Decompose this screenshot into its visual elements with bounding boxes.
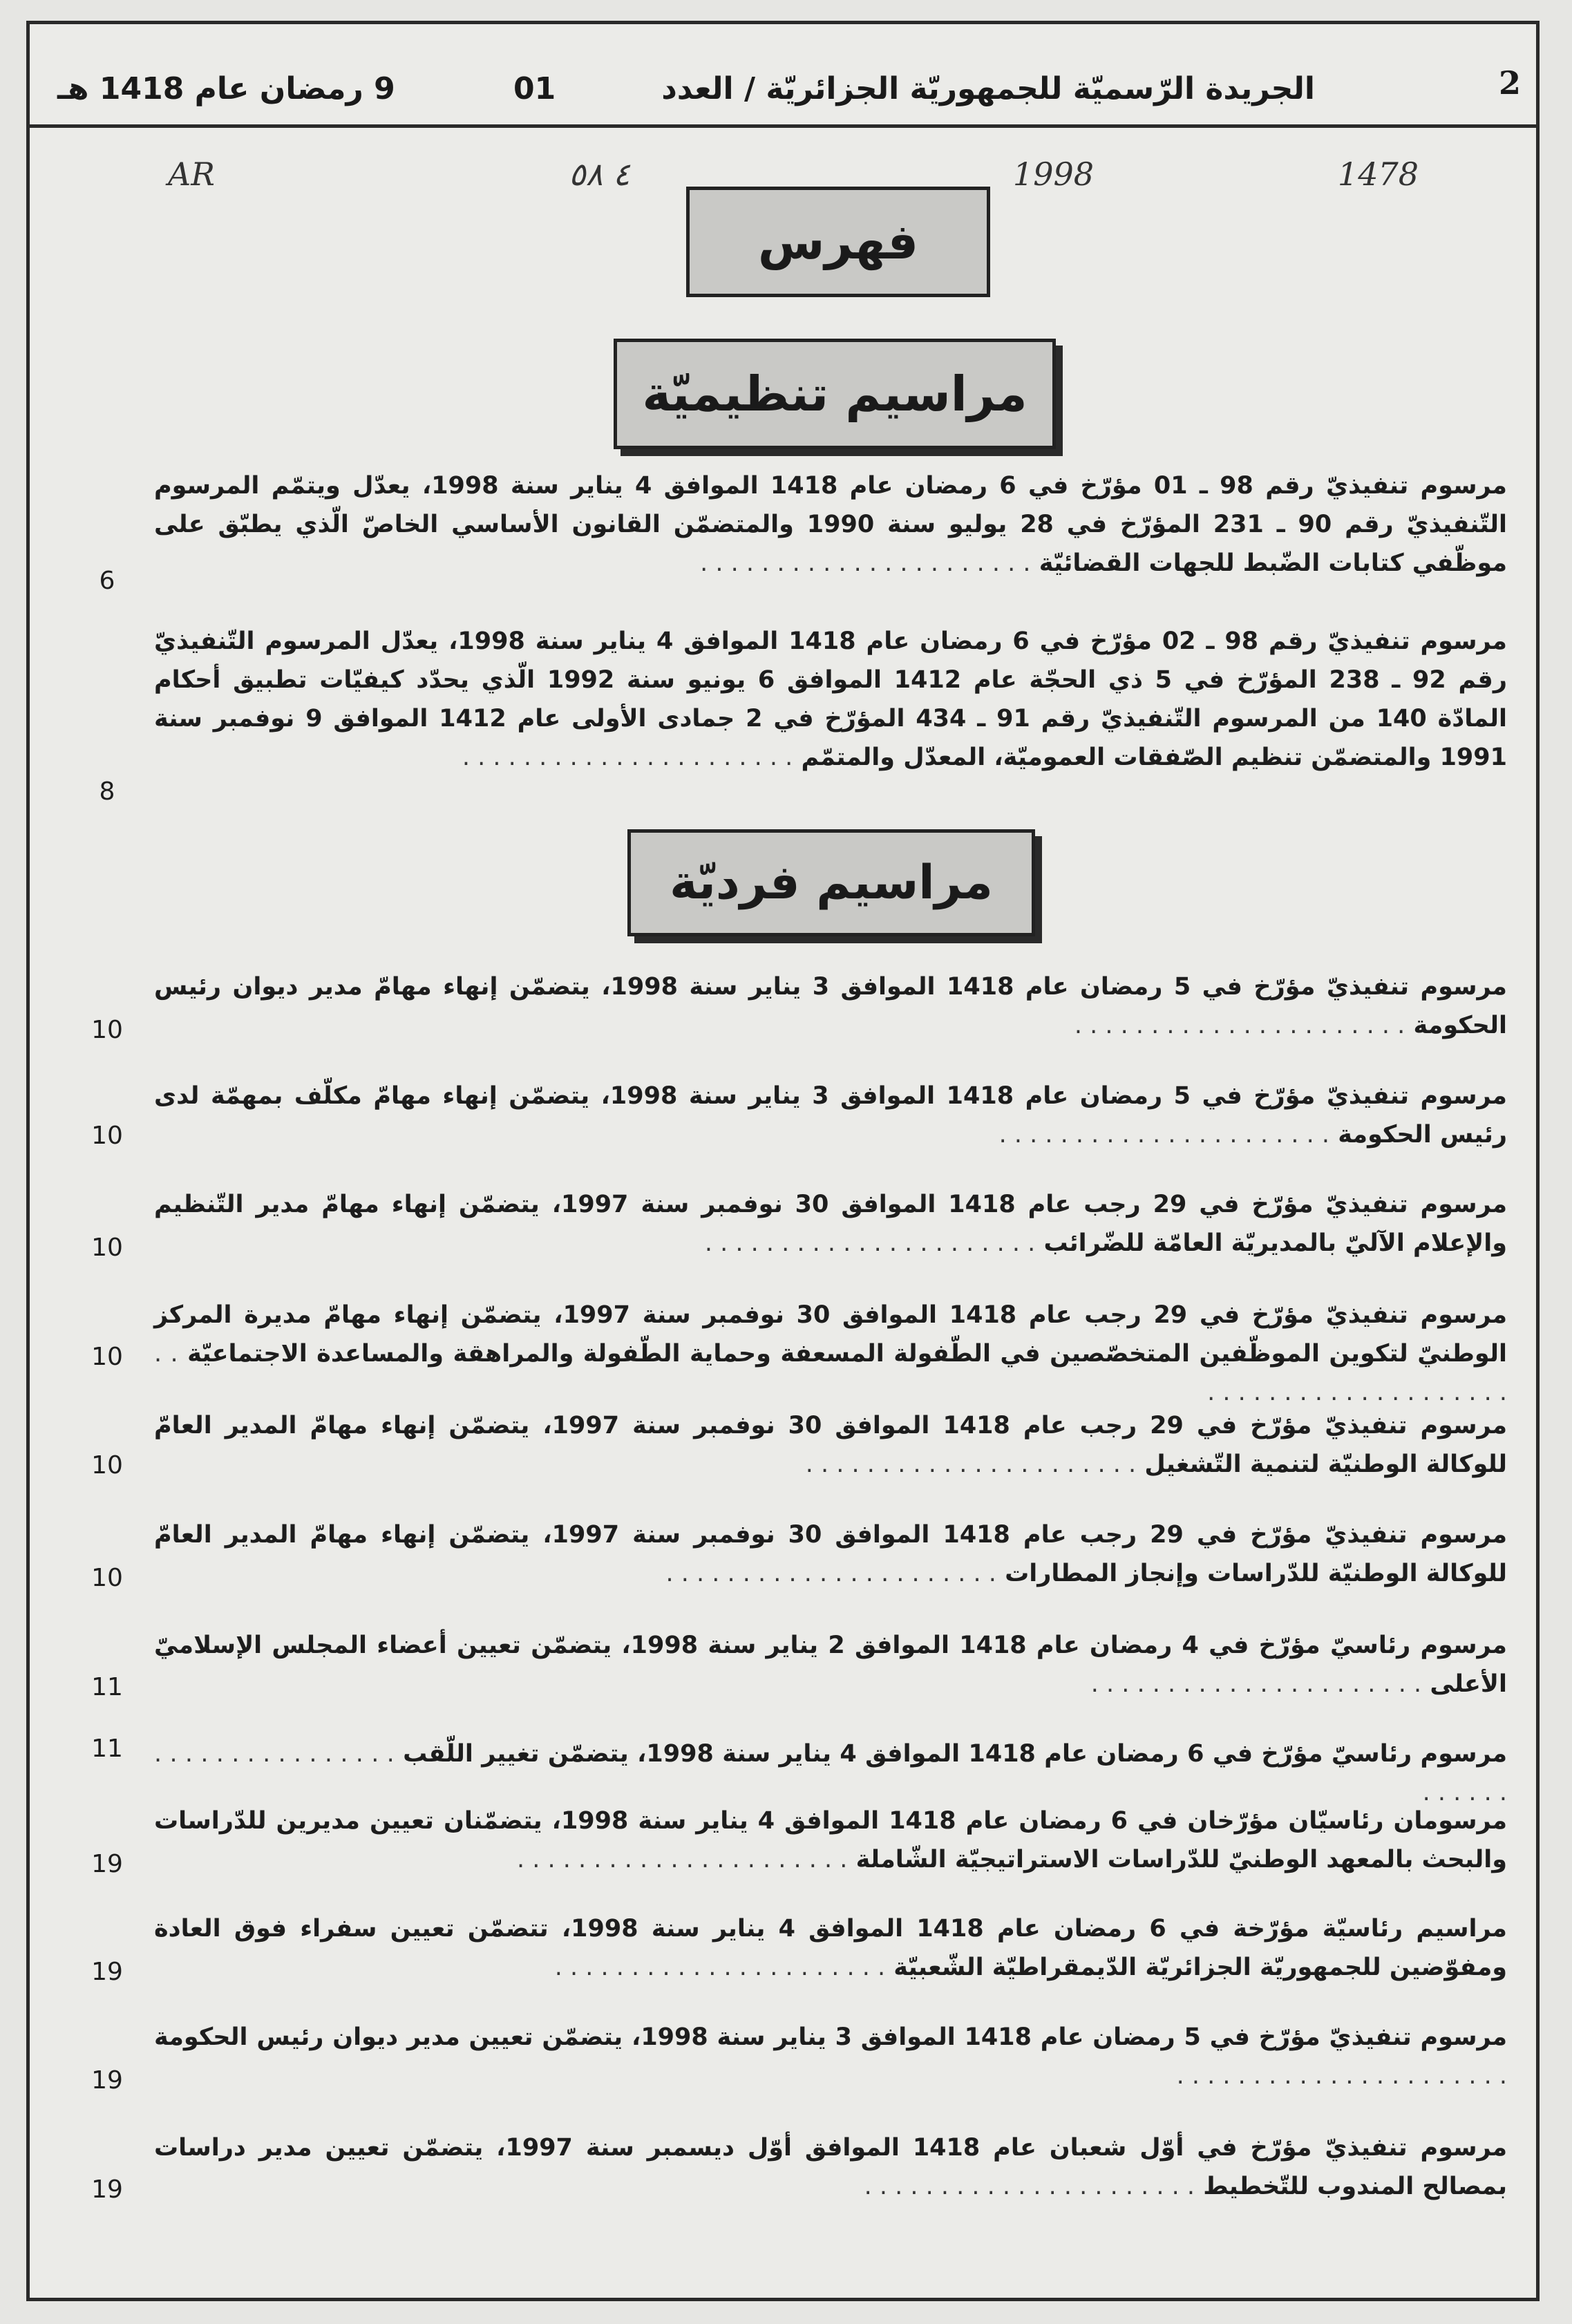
entry-page: 19 [91,2066,123,2095]
entry-page: 10 [91,1451,123,1480]
entry-text: مرسوم تنفيذيّ رقم 98 ـ 02 مؤرّخ في 6 رمضان عام 1418 الموافق 4 يناير سنة 1998، يعدّل المرسوم التّنفيذيّ رقم 92 ـ 238 المؤرّخ في 5 ذي الحجّة عام 1412 الموافق 6 يونيو سنة 1992 الّذي يحدّد كيفيّات تطبيق أحكام المادّة 140 من المرسوم التّنفيذيّ رقم 91 ـ 434 المؤرّخ في 2 جمادى الأولى عام 1412 الموافق 9 نوفمبر سنة 1991 والمتضمّن تنظيم الصّفقات العموميّة، المعدّل والمتمّم [154,627,1507,771]
leader-dots: . . . . . . . . . . . . . . . . . . . . . . [864,2173,1195,2200]
entry-page: 10 [91,1016,123,1044]
entry-text: مرسوم تنفيذيّ مؤرّخ في 29 رجب عام 1418 الموافق 30 نوفمبر سنة 1997، يتضمّن إنهاء مهامّ المدير العامّ للوكالة الوطنيّة لتنمية التّشغيل [154,1412,1507,1478]
page-number: 2 [1498,64,1521,102]
entry-text: مرسوم رئاسيّ مؤرّخ في 4 رمضان عام 1418 الموافق 2 يناير سنة 1998، يتضمّن تعيين أعضاء المجلس الإسلاميّ الأعلى [154,1632,1507,1698]
page-header [30,24,1536,128]
entry-text: مرسوم تنفيذيّ مؤرّخ في 29 رجب عام 1418 الموافق 30 نوفمبر سنة 1997، يتضمّن إنهاء مهامّ مديرة المركز الوطنيّ لتكوين الموظّفين المتخصّصين في الطّفولة المسعفة وحماية الطّفولة والمراهقة والمساعدة الاجتماعيّة [154,1301,1507,1368]
entry-text: مرسومان رئاسيّان مؤرّخان في 6 رمضان عام 1418 الموافق 4 يناير سنة 1998، يتضمّنان تعيين مديرين للدّراسات والبحث بالمعهد الوطنيّ للدّراسات الاستراتيجيّة الشّاملة [154,1807,1508,1873]
entry-page: 19 [91,1850,123,1878]
annotation: AR [168,155,215,193]
issue-number: 01 [513,71,556,106]
leader-dots: . . . . . . . . . . . . . . . . . . . . . . [704,1229,1036,1257]
leader-dots: . . . . . . . . . . . . . . . . . . . . . . [154,1340,1507,1406]
entry-text: مراسيم رئاسيّة مؤرّخة في 6 رمضان عام 1418 الموافق 4 يناير سنة 1998، تتضمّن تعيين سفراء فوق العادة ومفوّضين للجمهوريّة الجزائريّة الدّيمقراطيّة الشّعبيّة [154,1915,1507,1981]
leader-dots: . . . . . . . . . . . . . . . . . . . . . . [1090,1670,1422,1698]
leader-dots: . . . . . . . . . . . . . . . . . . . . . . [517,1846,848,1873]
index-title: فهرس [686,187,990,297]
entry-page: 10 [91,1343,123,1371]
issue-date: 9 رمضان عام 1418 هـ [57,71,395,106]
leader-dots: . . . . . . . . . . . . . . . . . . . . . . [998,1121,1330,1149]
entry-page: 10 [91,1564,123,1592]
leader-dots: . . . . . . . . . . . . . . . . . . . . . . [805,1451,1137,1478]
leader-dots: . . . . . . . . . . . . . . . . . . . . . . [1176,2062,1507,2090]
entry-text: مرسوم تنفيذيّ رقم 98 ـ 01 مؤرّخ في 6 رمضان عام 1418 الموافق 4 يناير سنة 1998، يعدّل ويتمّم المرسوم التّنفيذيّ رقم 90 ـ 231 المؤرّخ في 28 يوليو سنة 1990 والمتضمّن القانون الأساسي الخاصّ الّذي يطبّق على موظّفي كتابات الضّبط للجهات القضائيّة [154,472,1507,577]
annotation: 1998 [1012,155,1094,193]
entry-text: مرسوم تنفيذيّ مؤرّخ في 5 رمضان عام 1418 الموافق 3 يناير سنة 1998، يتضمّن إنهاء مهامّ مكلّف بمهمّة لدى رئيس الحكومة [154,1082,1507,1149]
entry-page: 10 [91,1122,123,1150]
leader-dots: . . . . . . . . . . . . . . . . . . . . . . [154,1740,1507,1806]
entry-text: مرسوم تنفيذيّ مؤرّخ في 29 رجب عام 1418 الموافق 30 نوفمبر سنة 1997، يتضمّن إنهاء مهامّ المدير العامّ للوكالة الوطنيّة للدّراسات وإنجاز المطارات [154,1521,1507,1587]
entry-text: مرسوم تنفيذيّ مؤرّخ في 29 رجب عام 1418 الموافق 30 نوفمبر سنة 1997، يتضمّن إنهاء مهامّ مدير التّنظيم والإعلام الآليّ بالمديريّة العامّة للضّرائب [154,1191,1508,1257]
entry-page: 19 [91,1958,123,1986]
page-frame [26,21,1540,2301]
journal-title: الجريدة الرّسميّة للجمهوريّة الجزائريّة / العدد [661,71,1315,106]
leader-dots: . . . . . . . . . . . . . . . . . . . . . . [554,1954,886,1981]
leader-dots: . . . . . . . . . . . . . . . . . . . . . . [1074,1012,1405,1039]
section-title-individual: مراسيم فرديّة [627,829,1035,936]
leader-dots: . . . . . . . . . . . . . . . . . . . . . . [665,1560,996,1587]
entry-page: 19 [91,2175,123,2204]
entry-text: مرسوم رئاسيّ مؤرّخ في 6 رمضان عام 1418 الموافق 4 يناير سنة 1998، يتضمّن تغيير اللّقب [403,1740,1507,1768]
entry-page: 8 [99,777,115,806]
annotation: 1478 [1337,155,1419,193]
leader-dots: . . . . . . . . . . . . . . . . . . . . . . [700,549,1031,577]
entry-text: مرسوم تنفيذيّ مؤرّخ في أوّل شعبان عام 1418 الموافق أوّل ديسمبر سنة 1997، يتضمّن تعيين مدير دراسات بمصالح المندوب للتّخطيط [154,2134,1507,2200]
entry-text: مرسوم تنفيذيّ مؤرّخ في 5 رمضان عام 1418 الموافق 3 يناير سنة 1998، يتضمّن إنهاء مهامّ مدير ديوان رئيس الحكومة [154,973,1507,1039]
entry-page: 11 [91,1673,123,1701]
leader-dots: . . . . . . . . . . . . . . . . . . . . . . [462,744,793,771]
section-title-regulatory: مراسيم تنظيميّة [614,339,1056,449]
entry-page: 11 [91,1735,123,1763]
annotation: ٤ ٥٨ [569,155,630,193]
entry-page: 10 [91,1234,123,1262]
entry-page: 6 [99,567,115,595]
entry-text: مرسوم تنفيذيّ مؤرّخ في 5 رمضان عام 1418 الموافق 3 يناير سنة 1998، يتضمّن تعيين مدير ديوان رئيس الحكومة [154,2023,1507,2051]
